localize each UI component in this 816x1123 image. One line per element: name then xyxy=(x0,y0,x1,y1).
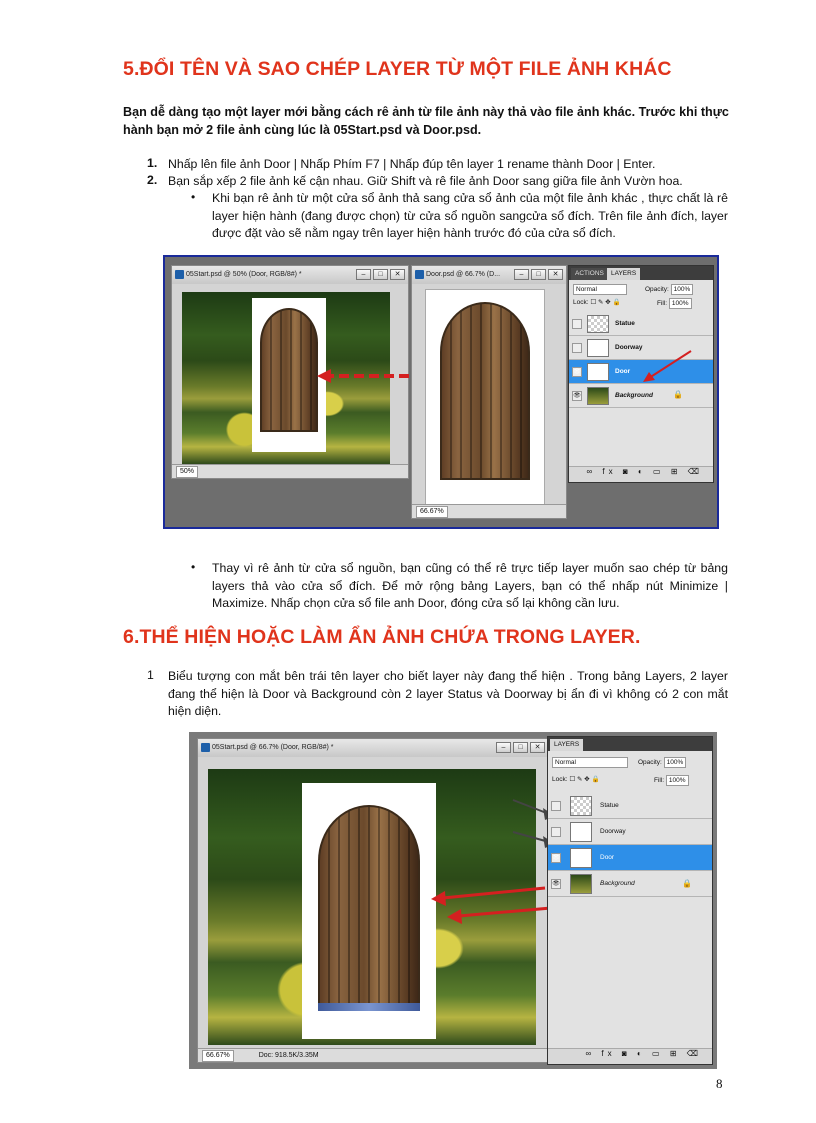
close-button[interactable]: ✕ xyxy=(530,742,545,753)
layer-row-background[interactable] xyxy=(548,871,712,897)
step-2-text: Bạn sắp xếp 2 file ảnh kế cận nhau. Giữ Shift và rê file ảnh Door sang giữa file ảnh Vườn hoa. xyxy=(168,174,683,188)
layer-thumbnail xyxy=(587,363,609,381)
window-05start-title: 05Start.psd @ 50% (Door, RGB/8#) * xyxy=(186,271,302,278)
minimize-button[interactable]: – xyxy=(496,742,511,753)
section-5-title: 5.ĐỔI TÊN VÀ SAO CHÉP LAYER TỪ MỘT FILE ẢNH KHÁC xyxy=(123,58,672,80)
layer-name: Background xyxy=(600,880,635,887)
window-door-statusbar xyxy=(412,504,566,518)
tab-actions[interactable]: ACTIONS xyxy=(571,268,608,280)
opacity-label: Opacity: xyxy=(645,286,669,293)
eye-icon[interactable]: 👁 xyxy=(573,393,581,399)
zoom-field[interactable]: 66.67% xyxy=(416,506,448,518)
minimize-button[interactable]: – xyxy=(356,269,371,280)
figure-2-screenshot xyxy=(189,732,717,1069)
visibility-toggle[interactable] xyxy=(572,319,582,329)
door-image xyxy=(318,805,420,1005)
step-1-text: Nhấp lên file ảnh Door | Nhấp Phím F7 | Nhấp đúp tên layer 1 rename thành Door | Enter. xyxy=(168,157,656,171)
layer-thumbnail xyxy=(587,315,609,333)
fill-label: Fill: xyxy=(654,777,665,784)
blend-mode-select[interactable]: Normal xyxy=(573,284,627,295)
tab-layers[interactable]: LAYERS xyxy=(607,268,640,280)
layers-panel-footer: ∞ fx ◙ ◐ ▭ ⊞ ⌫ xyxy=(548,1048,712,1064)
layer-row-doorway[interactable] xyxy=(548,819,712,845)
door-image xyxy=(260,308,318,432)
bullet-marker: • xyxy=(191,190,196,204)
layer-thumbnail xyxy=(570,796,592,816)
window-door-titlebar[interactable] xyxy=(412,266,566,284)
fill-field[interactable]: 100% xyxy=(669,298,692,309)
pointer-arrow-icon xyxy=(445,904,555,944)
minimize-button[interactable]: – xyxy=(514,269,529,280)
layer-name: Statue xyxy=(600,802,619,809)
door-image xyxy=(440,302,530,480)
layer-name: Doorway xyxy=(600,828,626,835)
section-5-intro: Bạn dễ dàng tạo một layer mới bằng cách rê ảnh từ file ảnh này thả vào file ảnh khác. Trước khi thực hành bạn mở 2 file ảnh cùng lúc là 05Start.psd và Door.psd. xyxy=(123,105,729,137)
maximize-button[interactable]: □ xyxy=(373,269,388,280)
window-05start-statusbar xyxy=(172,464,408,478)
bullet-1-text: Khi bạn rê ảnh từ một cửa sổ ảnh thả sang cửa sổ ảnh của một file ảnh khác , thực chất là rê layer hiện hành (đang được chọn) từ cửa sổ nguồn sangcửa sổ đích. Trên file ảnh đích, layer được đặt vào sẽ nằm ngay trên layer hiện hành trước đó của cửa sổ đích. xyxy=(212,191,728,240)
layer-row-door[interactable] xyxy=(548,845,712,871)
pointer-arrow-icon xyxy=(639,348,695,388)
eye-icon[interactable]: 👁 xyxy=(552,881,560,887)
layer-name: Background xyxy=(615,392,653,399)
page-number: 8 xyxy=(716,1076,723,1091)
step-1-number: 1. xyxy=(147,156,158,170)
layers-panel: LAYERS Normal Opacity: 100% Lock: ☐ ✎ ✥ 🔒 Fill: 100% Statue Doorway 👁 Door 👁 Background 🔒 ∞ fx ◙ ◐ ▭ ⊞ ⌫ xyxy=(547,736,713,1065)
photoshop-icon xyxy=(175,270,184,279)
layer-name: Door xyxy=(615,368,631,375)
window-05start-title: 05Start.psd @ 66.7% (Door, RGB/8#) * xyxy=(212,744,334,751)
lock-icon: 🔒 xyxy=(673,390,683,399)
doc-size-readout[interactable]: Doc: 918.5K/3.35M xyxy=(258,1052,319,1059)
layer-name: Doorway xyxy=(615,344,643,351)
close-button[interactable]: ✕ xyxy=(548,269,563,280)
item-1-text: Biểu tượng con mắt bên trái tên layer cho biết layer này đang thể hiện . Trong bảng Layers, 2 layer đang thể hiện là Door và Background còn 2 layer Status và Doorway bị ẩn đi vì không có 2 con mắt hiện diện. xyxy=(168,669,728,718)
bullet-marker: • xyxy=(191,560,196,574)
visibility-toggle[interactable] xyxy=(551,827,561,837)
layer-thumbnail xyxy=(570,874,592,894)
layer-thumbnail xyxy=(587,339,609,357)
window-05start-titlebar[interactable] xyxy=(198,739,548,757)
bullet-2-text: Thay vì rê ảnh từ cửa sổ nguồn, bạn cũng có thể rê trực tiếp layer muốn sao chép từ bảng layers thả vào cửa sổ đích. Để mở rộng bảng Layers, bạn có thể nhấp nút Minimize | Maximize. Nhấp chọn cửa sổ file anh Door, đóng cửa sổ lại không cần lưu. xyxy=(212,561,728,610)
photoshop-icon xyxy=(201,743,210,752)
lock-label: Lock: xyxy=(573,299,589,306)
window-05start-statusbar xyxy=(198,1048,548,1062)
maximize-button[interactable]: □ xyxy=(513,742,528,753)
window-door-title: Door.psd @ 66.7% (D... xyxy=(426,271,501,278)
eye-icon[interactable]: 👁 xyxy=(552,855,560,861)
opacity-field[interactable]: 100% xyxy=(664,757,687,768)
window-door[interactable] xyxy=(411,265,567,519)
fill-label: Fill: xyxy=(657,300,668,307)
zoom-field[interactable]: 66.67% xyxy=(202,1050,234,1062)
tab-layers[interactable]: LAYERS xyxy=(550,739,583,751)
fill-field[interactable]: 100% xyxy=(666,775,689,786)
close-button[interactable]: ✕ xyxy=(390,269,405,280)
item-1-number: 1 xyxy=(147,668,154,682)
layer-row-statue[interactable] xyxy=(569,312,713,336)
lock-label: Lock: xyxy=(552,776,568,783)
zoom-field[interactable]: 50% xyxy=(176,466,198,478)
layer-thumbnail xyxy=(570,848,592,868)
visibility-toggle[interactable] xyxy=(551,801,561,811)
layer-row-statue[interactable] xyxy=(548,793,712,819)
layer-name: Statue xyxy=(615,320,635,327)
lock-icon: 🔒 xyxy=(682,879,692,888)
visibility-toggle[interactable] xyxy=(572,343,582,353)
blend-mode-select[interactable]: Normal xyxy=(552,757,628,768)
layer-thumbnail xyxy=(587,387,609,405)
maximize-button[interactable]: □ xyxy=(531,269,546,280)
layer-thumbnail xyxy=(570,822,592,842)
opacity-field[interactable]: 100% xyxy=(671,284,694,295)
opacity-label: Opacity: xyxy=(638,759,662,766)
layers-panel-footer: ∞ fx ◙ ◐ ▭ ⊞ ⌫ xyxy=(569,466,713,482)
step-2-number: 2. xyxy=(147,173,158,187)
window-05start-titlebar[interactable] xyxy=(172,266,408,284)
figure-1-screenshot xyxy=(163,255,719,529)
layers-panel: ACTIONS LAYERS Normal Opacity: 100% Lock: ☐ ✎ ✥ 🔒 Fill: 100% Statue Doorway 👁 Door 👁 Background 🔒 ∞ fx ◙ ◐ ▭ ⊞ ⌫ xyxy=(568,265,714,483)
layer-name: Door xyxy=(600,854,615,861)
door-threshold xyxy=(318,1003,420,1011)
photoshop-icon xyxy=(415,270,424,279)
section-6-title: 6.THỂ HIỆN HOẶC LÀM ẨN ẢNH CHỨA TRONG LAYER. xyxy=(123,626,641,648)
eye-icon[interactable]: 👁 xyxy=(573,369,581,375)
